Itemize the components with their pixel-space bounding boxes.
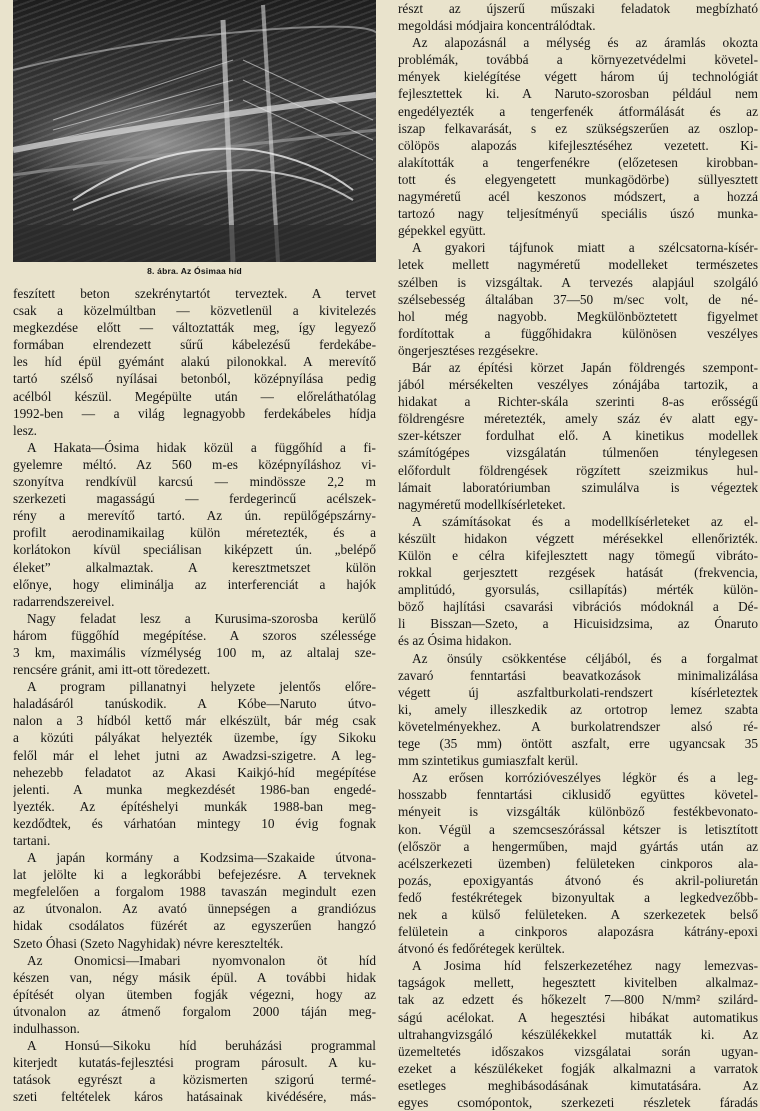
text-line: lámait laboratóriumban szimulálva is végeztek bbox=[398, 479, 758, 495]
text-line: öngerjesztéses rezgésekre. bbox=[398, 342, 539, 358]
text-line: előfordult földrengések rögzített szeizmikus hul- bbox=[398, 462, 758, 478]
text-line: éleket” alkalmaztak. A keresztmetszet külön bbox=[13, 559, 376, 575]
text-line: egyes csomópontok, szerkezeti részletek fáradás bbox=[398, 1095, 758, 1110]
text-line: jelenti. A munka megkezdését 1986-ban engedé- bbox=[13, 781, 376, 797]
text-line: nagyméretű modellkísérleteket. bbox=[398, 496, 566, 512]
text-line: megkezdése előtt — változtatták meg, így legyező bbox=[13, 320, 376, 336]
text-line: üzemeltetés időszakos vizsgálatai során ugyan- bbox=[398, 1043, 758, 1059]
text-line: kezdődtek, és várhatóan mintegy 10 évig fognak bbox=[13, 815, 376, 831]
text-line: tartozó nagy teljesítményű speciális úszó munka- bbox=[398, 206, 758, 222]
text-line: szélben is vizsgáltak. A tervezés alapjául szolgáló bbox=[398, 274, 758, 290]
text-line: Az alapozásnál a mélység és az áramlás okozta bbox=[412, 35, 758, 51]
text-line: tatások egyrészt a közismerten szigorú termé- bbox=[13, 1072, 376, 1088]
text-line: Külön e célra kifejlesztett nagy tömegű vibráto- bbox=[398, 548, 758, 563]
text-line: rencsére gránit, ami itt-ott töredezett. bbox=[13, 662, 211, 678]
text-line: Az erősen korrózióveszélyes légkör és a leg- bbox=[412, 770, 758, 786]
text-line: A Hakata—Ósima hidak közül a függőhíd a fi- bbox=[27, 439, 376, 455]
text-line: hol még nagyobb. Megkülönböztetett figyelmet bbox=[398, 308, 758, 324]
text-line: szeti feltételek káros hatásainak kivédésére, más- bbox=[13, 1089, 376, 1105]
text-line: A Josima híd felszerkezetéhez nagy lemezvas- bbox=[412, 958, 758, 974]
text-line: szer-kétszer fordulhat elő. A kinetikus modellek bbox=[398, 428, 758, 444]
text-line: nagyméretű acél keszonos módszert, a hozzá bbox=[398, 189, 758, 205]
text-line: hidakat a Richter-skála szerinti 8-as erősségű bbox=[398, 394, 758, 410]
text-line: megoldási módjaira koncentrálódtak. bbox=[398, 18, 596, 34]
text-line: ságú acélokat. A hegesztési hibákat automatikus bbox=[398, 1009, 758, 1025]
text-line: Az önsúly csökkentése céljából, és a forgalmat bbox=[412, 650, 758, 666]
text-line: ki, amely illeszkedik az ortotrop lemez szabta bbox=[398, 701, 758, 717]
text-line: földrengésre méretezték, amely száz év alatt egy- bbox=[398, 411, 758, 427]
text-line: megfelelően a forgalom 1988 tavaszán megindult ezen bbox=[13, 884, 376, 900]
text-line: szonyítva rendkívül karcsú — mindössze 2,2 m bbox=[13, 474, 376, 490]
text-line: böző hajlítási csavarási vibrációs módoknál a Dé- bbox=[398, 599, 758, 615]
text-line: az útvonalon. Az avató ünnepségen a grandiózus bbox=[13, 901, 376, 917]
text-line: 1992-ben — a világ legnagyobb ferdekábeles hídja bbox=[13, 405, 376, 421]
text-line: profilt aerodinamikailag külön méretezték, és a bbox=[13, 525, 376, 541]
text-line: letek mellett nagyméretű modelleket természetes bbox=[398, 257, 758, 273]
text-line: lyezték. Az építéshelyi munkák 1988-ban meg- bbox=[13, 798, 376, 814]
text-line: készen van, négy másik épül. A további hidak bbox=[13, 969, 376, 985]
text-line: ményeit is vizsgálták különböző festékbevonato- bbox=[398, 804, 758, 820]
text-line: tartani. bbox=[13, 833, 51, 848]
text-line: ultrahangvizsgáló készülékekkel mutatták ki. Az bbox=[398, 1026, 758, 1042]
text-line: A Honsú—Sikoku híd beruházási programmal bbox=[27, 1038, 376, 1054]
text-line: li Bisszan—Szeto, a Hicuisidzsima, az Ónaruto bbox=[398, 616, 758, 632]
text-line: cölöpös alapozás kifejlesztéséhez vezetett. Ki- bbox=[398, 137, 758, 153]
text-line: felületein a cinkporos alapozásra kátrány-epoxi bbox=[398, 924, 758, 940]
text-line: mények kielégítése végett három új technológiát bbox=[398, 69, 758, 85]
text-line: fordítottak a függőhidakra különösen veszélyes bbox=[398, 325, 758, 341]
text-line: felől már el lehet jutni az Awadzsi-szigetre. A leg- bbox=[13, 747, 376, 763]
text-line: szerkezeti magasságú — ferdegerincű acélszek- bbox=[13, 491, 376, 507]
text-line: rény a merevítő tartó. Az ún. repülőgépszárny- bbox=[13, 508, 376, 524]
text-line: és az Ósima hidakon. bbox=[398, 633, 512, 649]
text-line: ezeket a készülékeket fogják alkalmazni a varratok bbox=[398, 1060, 758, 1076]
text-line: indulhasson. bbox=[13, 1021, 80, 1037]
text-line: iszap felkavarását, s ez szükségszerűen az oszlop- bbox=[398, 120, 758, 136]
text-line: Az Onomicsi—Imabari nyomvonalon öt híd bbox=[27, 952, 376, 968]
text-line: 3 km, maximális vízmélység 100 m, az altalaj sze- bbox=[13, 644, 376, 660]
text-line: nalon a 3 hídból kettő már elkészült, bár még csak bbox=[13, 713, 376, 729]
text-line: kiterjedt kutatás-fejlesztési program párosult. A ku- bbox=[13, 1055, 376, 1071]
text-line: nehezebb feladatot az Akasi Kaikjó-híd megépítése bbox=[13, 764, 376, 780]
text-line: gyelemre méltó. Az 560 m-es középnyíláshoz vi- bbox=[13, 456, 376, 472]
text-line: építését olyan ütemben fogják végezni, hogy az bbox=[13, 986, 376, 1002]
text-line: Bár az építési körzet Japán földrengés szempont- bbox=[412, 359, 758, 375]
text-line: hosszabb fenntartási ciklusidő együttes követel- bbox=[398, 787, 758, 803]
text-line: útvonalon az átmenő forgalom 2000 táján meg- bbox=[13, 1003, 376, 1019]
text-line: haladásáról tanúskodik. A Kóbe—Naruto útvo- bbox=[13, 696, 376, 712]
text-line: mm szintetikus gumiaszfalt kerül. bbox=[398, 753, 579, 769]
text-line: feszített beton szekrénytartót terveztek. A tervet bbox=[13, 286, 376, 301]
text-line: fejlesztettek ki. A Naruto-szorosban például nem bbox=[398, 86, 758, 102]
text-line: amplitúdó, gyorsulás, csillapítás) mérték külön- bbox=[398, 582, 758, 598]
text-line: acélszerkezeti üzemben) felületeken cinkporos ala- bbox=[398, 855, 758, 871]
text-line: tagságok mellett, hegesztett kivitelben alkalmaz- bbox=[398, 975, 758, 991]
figure-caption: 8. ábra. Az Ósimaa híd bbox=[147, 266, 242, 276]
text-line: kon. Végül a szemcseszórással kétszer is letisztított bbox=[398, 821, 758, 837]
text-line: követelményekhez. A burkolatrendszer alsó ré- bbox=[398, 718, 758, 734]
text-line: tott és elegyengetett munkagödörbe) süllyesztett bbox=[398, 171, 758, 187]
text-line: végett új aszfaltburkolati-rendszert kísérleteztek bbox=[398, 684, 758, 700]
text-line: részt az újszerű műszaki feladatok megbízható bbox=[398, 1, 758, 16]
text-line: rokkal gerjesztett rezgések hatását (frekvencia, bbox=[398, 565, 758, 581]
text-line: csak a közelmúltban — közvetlenül a kivitelezés bbox=[13, 303, 376, 319]
text-line: zavaró fenntartási beavatkozások minimalizálása bbox=[398, 667, 758, 683]
text-line: számítógépes vizsgálatán túlmenően ténylegesen bbox=[398, 445, 758, 461]
text-line: esetleges meghibásodásának kimutatására. Az bbox=[398, 1077, 758, 1093]
text-line: három függőhíd megépítése. A szoros szélessége bbox=[13, 627, 376, 643]
text-line: tak az edzett és hőkezelt 7—800 N/mm² szilárd- bbox=[398, 992, 758, 1008]
text-line: nek a külső felületeken. A szerkezetek belső bbox=[398, 906, 758, 922]
left-column bbox=[13, 0, 376, 1106]
text-line: átvonó és fedőrétegek kerültek. bbox=[398, 941, 565, 957]
text-line: A program pillanatnyi helyzete jelentős előre- bbox=[27, 679, 376, 695]
text-line: gépekkel együtt. bbox=[398, 223, 486, 239]
text-line: előnye, hogy eliminálja az interferenciát a hajók bbox=[13, 576, 376, 592]
text-line: készült hidakon végzett mérésekkel ellenőrizték. bbox=[398, 530, 758, 546]
text-line: lesz. bbox=[13, 422, 37, 438]
bridge-photo-drawing bbox=[13, 0, 376, 262]
text-line: problémák, továbbá a környezetvédelmi követel- bbox=[398, 52, 758, 68]
text-line: alakították a tengerfenékre (előzetesen kirobban- bbox=[398, 154, 758, 170]
text-line: lat jelölte ki a legkorábbi befejezésre. A terveknek bbox=[13, 867, 376, 883]
right-column bbox=[398, 0, 758, 1111]
left-column-text bbox=[13, 285, 376, 1106]
text-line: korlátokon kívül speciálisan kiképzett ún. „belépő bbox=[13, 542, 376, 558]
bridge-photo bbox=[13, 0, 376, 262]
text-line: A gyakori tájfunok miatt a szélcsatorna-kísér- bbox=[412, 240, 758, 256]
text-line: tartó szélső nyílásai betonból, középnyílása pedig bbox=[13, 371, 376, 387]
text-line: tege (35 mm) öntött aszfalt, erre ugyancsak 35 bbox=[398, 736, 758, 752]
text-line: pozás, epoxigyantás átvonó és akril-poliuretán bbox=[398, 872, 758, 888]
text-line: hidak csodálatos füzérét az egyszerűen hangzó bbox=[13, 918, 376, 934]
text-line: Nagy feladat lesz a Kurusima-szorosba kerülő bbox=[27, 610, 376, 626]
text-line: a közúti pályákat helyezték üzembe, így Sikoku bbox=[13, 730, 376, 746]
text-line: formában elrendezett sűrű kábelezésű ferdekábe- bbox=[13, 337, 376, 353]
text-line: engedélyezték a tengerfenék átformálását és az bbox=[398, 103, 758, 119]
right-column-text bbox=[398, 0, 758, 1111]
text-line: A számításokat és a modellkísérleteket az el- bbox=[412, 513, 758, 529]
text-line: A japán kormány a Kodzsima—Szakaide útvona- bbox=[27, 850, 376, 866]
text-line: Szeto Óhasi (Szeto Nagyhidak) névre keresztelték. bbox=[13, 935, 284, 951]
text-line: radarrendszereivel. bbox=[13, 593, 115, 609]
text-line: fedő festékrétegek bizonyultak a legkedvezőbb- bbox=[398, 889, 758, 905]
text-line: jából mérsékelten veszélyes zónájába tartozik, a bbox=[398, 377, 758, 393]
text-line: szélsebesség általában 37—50 m/sec volt, de né- bbox=[398, 291, 758, 307]
text-line: (először a hengerműben, majd gyártás után az bbox=[398, 838, 758, 854]
text-line: les híd épül gyémánt alakú pilonokkal. A merevítő bbox=[13, 354, 376, 370]
text-line: acélból készül. Megépülte után — előreláthatólag bbox=[13, 388, 376, 404]
